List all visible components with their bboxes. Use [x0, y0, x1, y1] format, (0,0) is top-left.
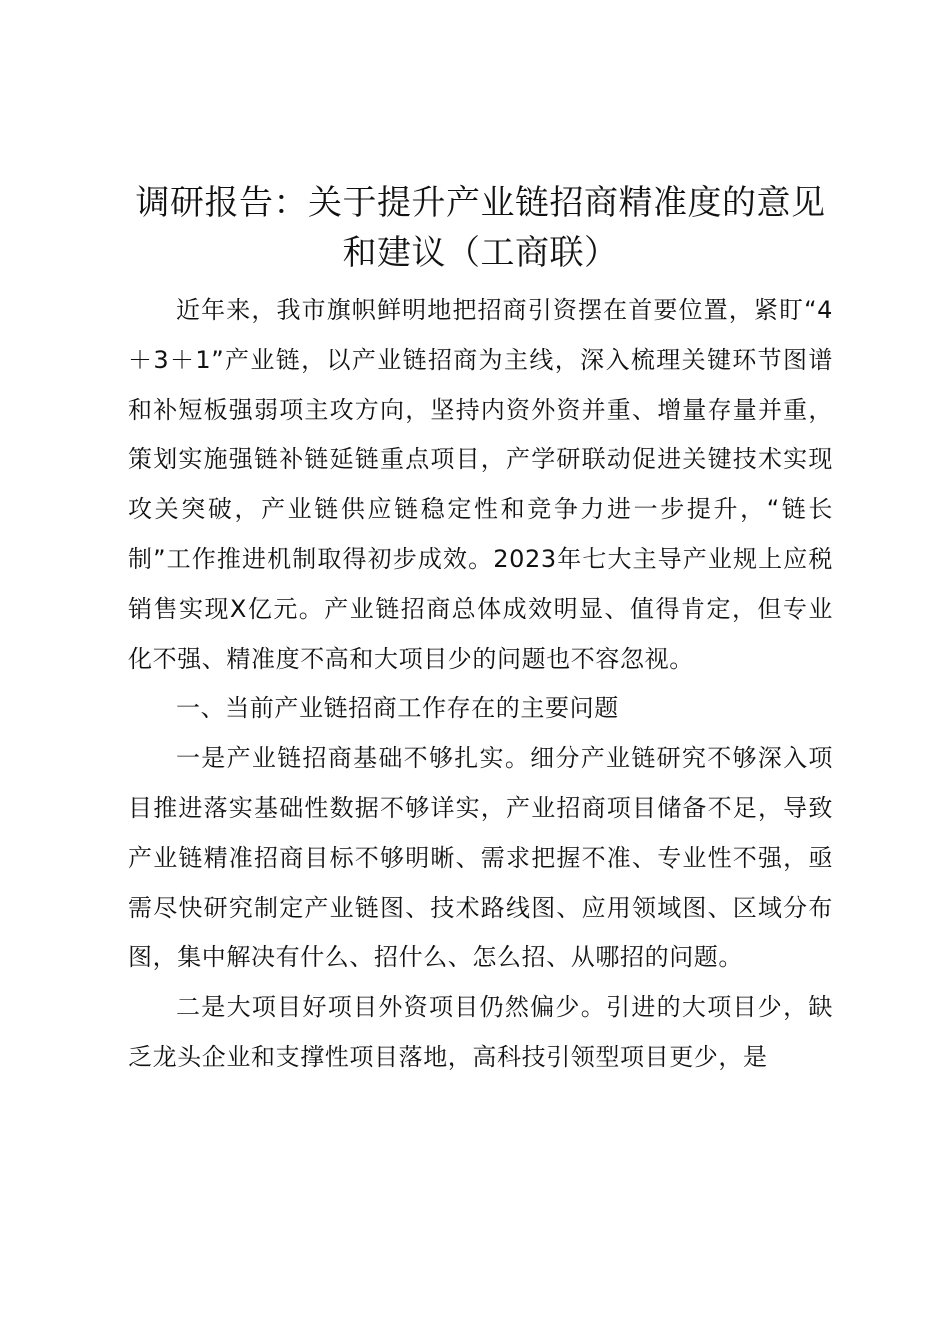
section-heading: 一、当前产业链招商工作存在的主要问题 [176, 694, 619, 723]
intro-paragraph: 近年来，我市旗帜鲜明地把招商引资摆在首要位置，紧盯“4＋3＋1”产业链，以产业链招商为主线，深入梳理关键环节图谱和补短板强弱项主攻方向，坚持内资外资并重、增量存量并重，策划实施强链补链延链重点项目，产学研联动促进关键技术实现攻关突破，产业链供应链稳定性和竞争力进一步提升，“链长制”工作推进机制取得初步成效。2023年七大主导产业规上应税销售实现X亿元。产业链招商总体成效明显、值得肯定，但专业化不强、精准度不高和大项目少的问题也不容忽视。 [128, 296, 833, 673]
document-body [128, 178, 833, 1083]
document-title: 调研报告：关于提升产业链招商精准度的意见和建议（工商联） [135, 183, 826, 273]
section-paragraph-2: 二是大项目好项目外资项目仍然偏少。引进的大项目少，缺乏龙头企业和支撑性项目落地，高科技引领型项目更少，是 [128, 993, 833, 1071]
section-paragraph-1: 一是产业链招商基础不够扎实。细分产业链研究不够深入项目推进落实基础性数据不够详实，产业招商项目储备不足，导致产业链精准招商目标不够明晰、需求把握不准、专业性不强，亟需尽快研究制定产业链图、技术路线图、应用领域图、区域分布图，集中解决有什么、招什么、怎么招、从哪招的问题。 [128, 744, 833, 972]
